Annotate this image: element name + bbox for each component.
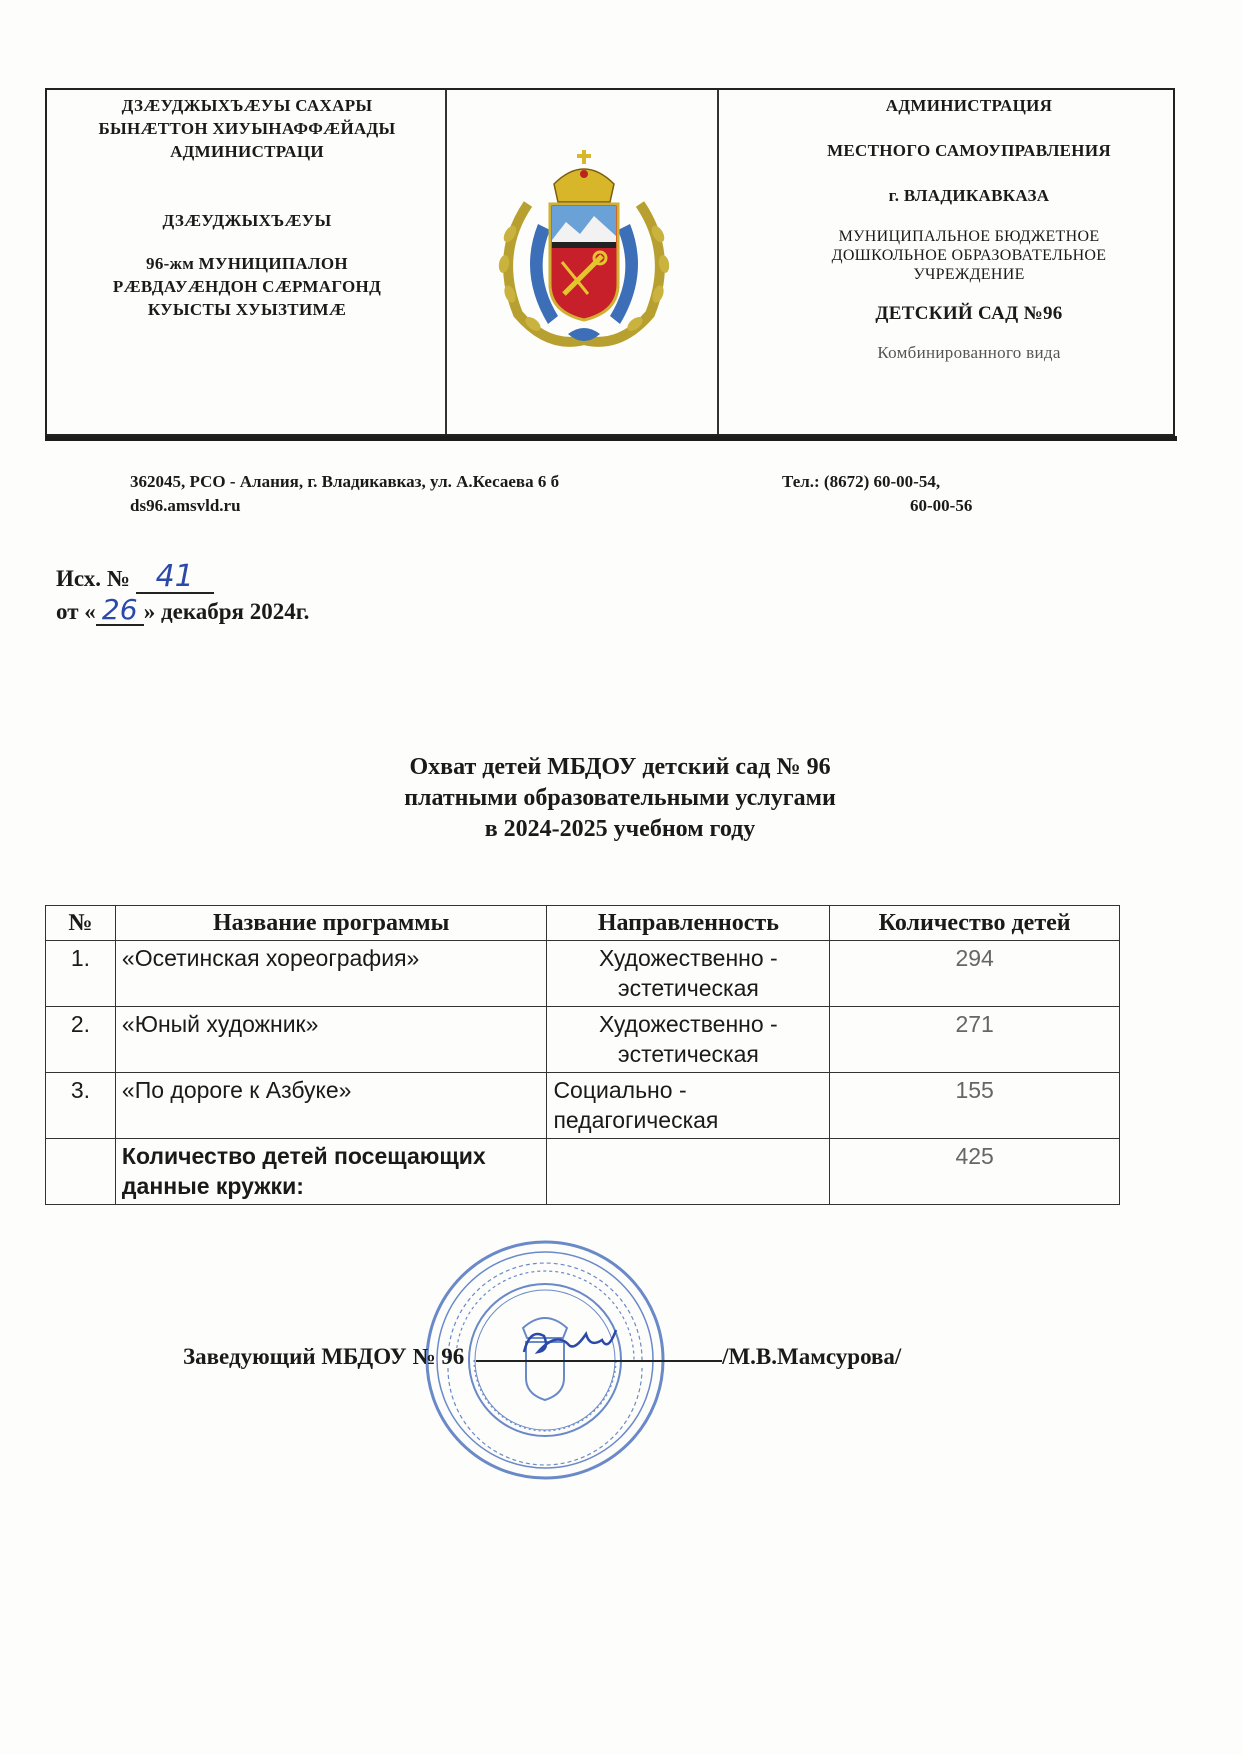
total-count: 425 <box>830 1139 1120 1205</box>
header-right-line: г. ВЛАДИКАВКАЗА <box>888 186 1050 205</box>
services-table <box>45 905 1120 1205</box>
table-row <box>46 1073 1120 1139</box>
children-count: 294 <box>830 941 1120 1007</box>
header-right-line: Комбинированного вида <box>877 343 1061 362</box>
row-number: 2. <box>46 1007 116 1073</box>
column-header: Название программы <box>115 906 547 941</box>
children-count: 155 <box>830 1073 1120 1139</box>
row-number: 1. <box>46 941 116 1007</box>
program-name: «Юный художник» <box>115 1007 547 1073</box>
table-row <box>46 1007 1120 1073</box>
program-direction: Социально - педагогическая <box>547 1073 830 1139</box>
signatory-position: Заведующий МБДОУ № 96 <box>183 1344 465 1369</box>
header-right-line: МЕСТНОГО САМОУПРАВЛЕНИЯ <box>827 141 1111 160</box>
header-right-line: МУНИЦИПАЛЬНОЕ БЮДЖЕТНОЕ <box>838 228 1100 245</box>
address-phone-2: 60-00-56 <box>910 496 973 515</box>
table-header-row <box>46 906 1120 941</box>
letterhead-divider <box>717 90 719 434</box>
header-right-line: ДОШКОЛЬНОЕ ОБРАЗОВАТЕЛЬНОЕ <box>831 247 1107 264</box>
signature-field <box>476 1336 722 1362</box>
header-left-line: КУЫСТЫ ХУЫЗТИМÆ <box>147 300 347 319</box>
title-line: в 2024-2025 учебном году <box>484 816 756 842</box>
column-header: Количество детей <box>830 906 1120 941</box>
document-title <box>220 752 1020 845</box>
header-left-line: ДЗÆУДЖЫХЪÆУЫ САХАРЫ <box>121 96 373 115</box>
letterhead-russian-block <box>763 94 1175 364</box>
total-label: Количество детей посещающих данные кружки: <box>115 1139 547 1205</box>
header-left-line: РÆВДАУÆНДОН СÆРМАГОНД <box>112 277 382 296</box>
address-street: 362045, РСО - Алания, г. Владикавказ, ул. А.Кесаева 6 б <box>130 472 560 491</box>
column-header: Направленность <box>547 906 830 941</box>
outgoing-date-suffix: » декабря 2024г. <box>143 599 310 624</box>
empty-cell <box>46 1139 116 1205</box>
outgoing-number <box>56 559 214 595</box>
header-right-line: АДМИНИСТРАЦИЯ <box>885 96 1053 115</box>
header-left-line: БЫНÆТТОН ХИУЫНАФФÆЙАДЫ <box>98 119 396 138</box>
header-left-line: 96-жм МУНИЦИПАЛОН <box>146 254 348 273</box>
signatory-name: /М.В.Мамсурова/ <box>722 1344 902 1369</box>
coat-of-arms-icon <box>488 144 680 354</box>
address-website: ds96.amsvld.ru <box>130 496 241 515</box>
outgoing-number-handwritten: 41 <box>136 562 214 594</box>
table-row <box>46 941 1120 1007</box>
outgoing-number-label: Исх. № <box>56 566 130 591</box>
header-left-line: АДМИНИСТРАЦИ <box>170 142 324 161</box>
outgoing-date-prefix: от « <box>56 599 96 624</box>
signature-line <box>183 1338 1083 1370</box>
letterhead-ossetian-block <box>47 94 447 321</box>
header-right-line: ДЕТСКИЙ САД №96 <box>875 303 1063 324</box>
empty-cell <box>547 1139 830 1205</box>
row-number: 3. <box>46 1073 116 1139</box>
outgoing-date <box>56 593 310 628</box>
header-left-line: ДЗÆУДЖЫХЪÆУЫ <box>162 211 332 230</box>
program-direction: Художественно - эстетическая <box>547 941 830 1007</box>
table-total-row <box>46 1139 1120 1205</box>
program-name: «Осетинская хореография» <box>115 941 547 1007</box>
header-right-line: УЧРЕЖДЕНИЕ <box>913 266 1025 283</box>
program-name: «По дороге к Азбуке» <box>115 1073 547 1139</box>
title-line: платными образовательными услугами <box>404 785 836 811</box>
program-direction: Художественно - эстетическая <box>547 1007 830 1073</box>
outgoing-date-day-handwritten: 26 <box>96 596 144 626</box>
handwritten-signature-icon <box>516 1322 636 1362</box>
address-phone: Тел.: (8672) 60-00-54, <box>782 472 941 491</box>
letterhead-rule <box>45 436 1177 441</box>
children-count: 271 <box>830 1007 1120 1073</box>
title-line: Охват детей МБДОУ детский сад № 96 <box>409 754 831 780</box>
column-header: № <box>46 906 116 941</box>
